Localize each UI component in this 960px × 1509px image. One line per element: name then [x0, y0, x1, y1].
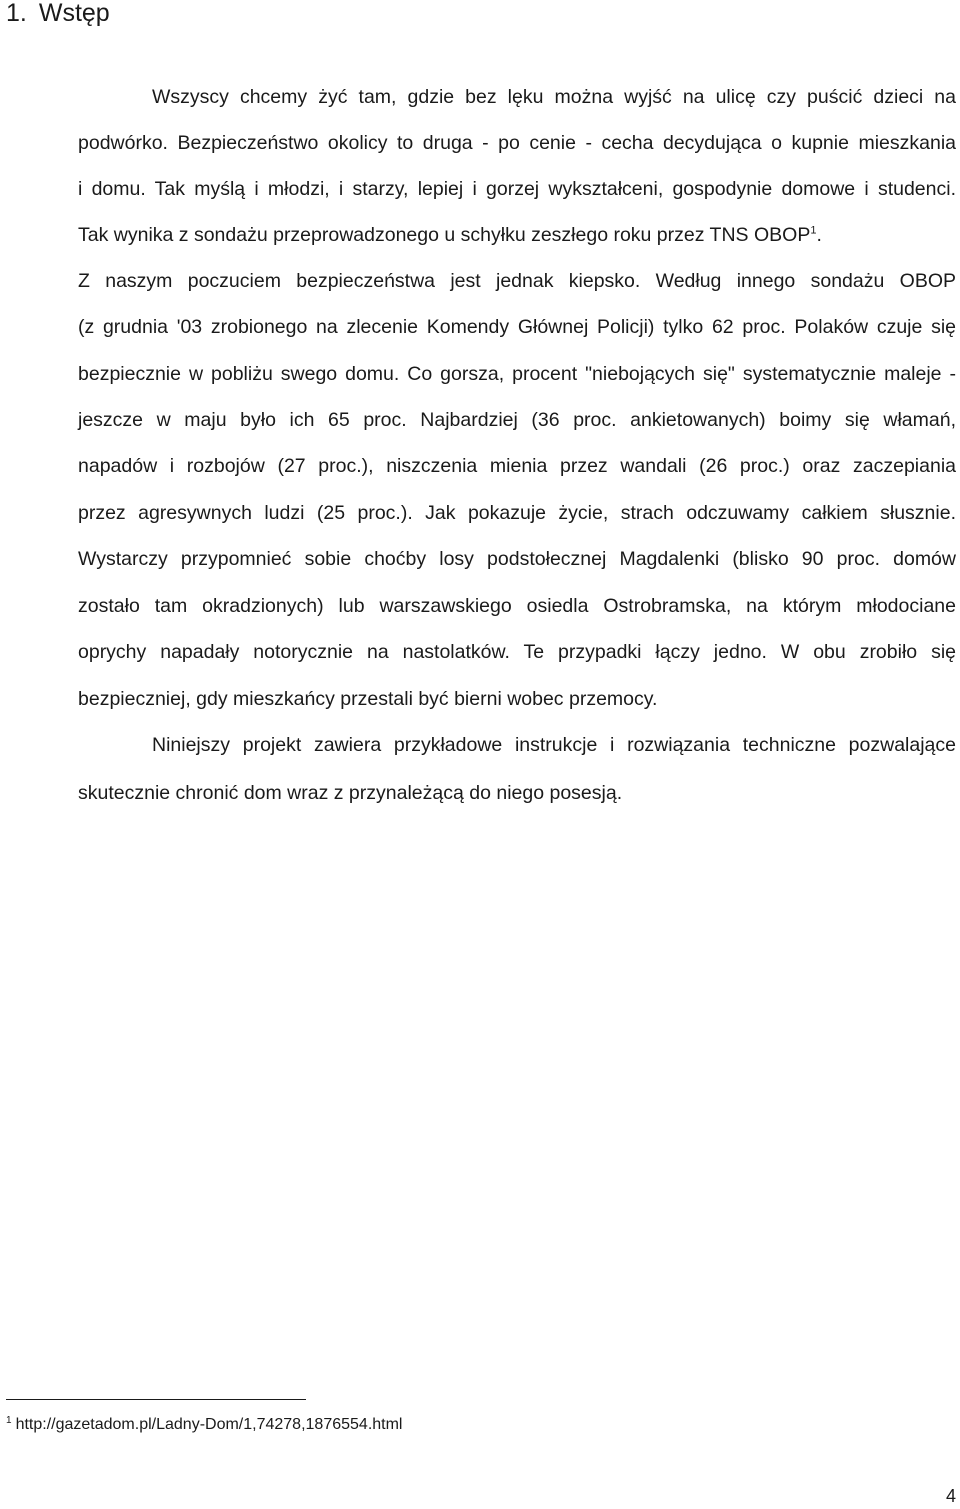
footnote-reference[interactable]: 1 — [810, 224, 817, 237]
section-number: 1. — [6, 0, 27, 27]
paragraph-1-line-2: podwórko. Bezpieczeństwo okolicy to druga - po cenie - cecha decydująca o kupnie mieszkania — [78, 132, 956, 154]
paragraph-1-line-3: i domu. Tak myślą i młodzi, i starzy, lepiej i gorzej wykształceni, gospodynie domowe i studenci. — [78, 178, 956, 200]
footnote — [6, 1413, 402, 1437]
footnote-reference-suffix: . — [816, 224, 822, 246]
section-title: Wstęp — [38, 0, 110, 27]
paragraph-1-line-14: bezpieczniej, gdy mieszkańcy przestali być bierni wobec przemocy. — [78, 688, 658, 710]
paragraph-1-line-12: zostało tam okradzionych) lub warszawskiego osiedla Ostrobramska, na którym młodociane — [78, 595, 956, 617]
paragraph-1-line-4 — [78, 222, 956, 248]
paragraph-1-line-4-text: Tak wynika z sondażu przeprowadzonego u schyłku zeszłego roku przez TNS OBOP — [78, 224, 811, 246]
paragraph-1-line-11: Wystarczy przypomnieć sobie choćby losy podstołecznej Magdalenki (blisko 90 proc. domów — [78, 548, 956, 570]
paragraph-1-line-9: napadów i rozbojów (27 proc.), niszczenia mienia przez wandali (26 proc.) oraz zaczepiania — [78, 455, 956, 477]
footnote-number: 1 — [6, 1414, 12, 1426]
section-heading — [6, 0, 110, 30]
paragraph-2-line-2: skutecznie chronić dom wraz z przynależącą do niego posesją. — [78, 782, 623, 804]
paragraph-1-line-13: oprychy napadały notorycznie na nastolatków. Te przypadki łączy jedno. W obu zrobiło się — [78, 641, 956, 663]
paragraph-2-line-1: Niniejszy projekt zawiera przykładowe instrukcje i rozwiązania techniczne pozwalające — [152, 734, 956, 756]
paragraph-1-line-10: przez agresywnych ludzi (25 proc.). Jak pokazuje życie, strach odczuwamy całkiem słusznie. — [78, 502, 956, 524]
paragraph-1-line-6: (z grudnia '03 zrobionego na zlecenie Komendy Głównej Policji) tylko 62 proc. Polaków czuje się — [78, 316, 956, 338]
footnote-link[interactable]: http://gazetadom.pl/Ladny-Dom/1,74278,1876554.html — [15, 1416, 403, 1433]
paragraph-1-line-1: Wszyscy chcemy żyć tam, gdzie bez lęku można wyjść na ulicę czy puścić dzieci na — [152, 86, 956, 108]
paragraph-1-line-8: jeszcze w maju było ich 65 proc. Najbardziej (36 proc. ankietowanych) boimy się włamań, — [78, 409, 956, 431]
paragraph-1-line-7: bezpiecznie w pobliżu swego domu. Co gorsza, procent "niebojących się" systematycznie maleje - — [78, 363, 956, 385]
footnote-separator — [6, 1399, 306, 1400]
paragraph-1-line-5: Z naszym poczuciem bezpieczeństwa jest jednak kiepsko. Według innego sondażu OBOP — [78, 270, 956, 292]
page-number: 4 — [945, 1486, 956, 1506]
